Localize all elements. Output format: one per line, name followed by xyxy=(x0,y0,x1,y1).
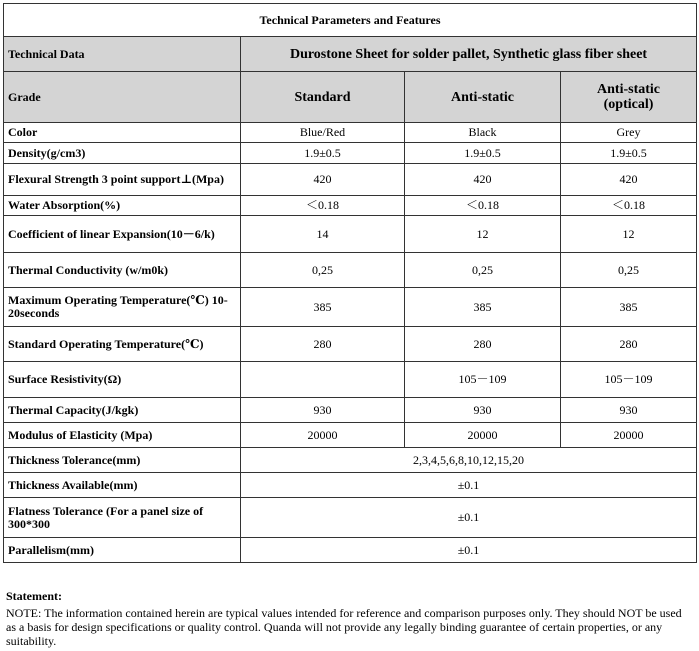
row-value: Black xyxy=(405,123,561,143)
row-value: 280 xyxy=(241,327,405,362)
technical-data-label: Technical Data xyxy=(4,37,241,72)
row-value: 420 xyxy=(405,164,561,196)
row-value: 12 xyxy=(405,216,561,253)
row-value: 385 xyxy=(241,288,405,327)
spec-sheet xyxy=(3,3,696,563)
row-value: Grey xyxy=(561,123,697,143)
row-label: Parallelism(mm) xyxy=(4,538,241,563)
row-label: Thickness Tolerance(mm) xyxy=(4,448,241,473)
merged-value: ±0.1 xyxy=(241,498,697,538)
table-row xyxy=(4,448,697,473)
row-value: 0,25 xyxy=(241,253,405,288)
row-value: 420 xyxy=(241,164,405,196)
row-label: Coefficient of linear Expansion(10－6/k) xyxy=(4,216,241,253)
grade-label: Grade xyxy=(4,72,241,123)
row-label: Maximum Operating Temperature(℃) 10-20seconds xyxy=(4,288,241,327)
table-row xyxy=(4,423,697,448)
table-row xyxy=(4,123,697,143)
row-value: 280 xyxy=(405,327,561,362)
row-label: Water Absorption(%) xyxy=(4,196,241,216)
table-row xyxy=(4,398,697,423)
table-row xyxy=(4,196,697,216)
grade-standard: Standard xyxy=(241,72,405,123)
spec-table xyxy=(3,3,697,563)
row-value: 280 xyxy=(561,327,697,362)
row-value: ＜0.18 xyxy=(405,196,561,216)
row-value: 420 xyxy=(561,164,697,196)
row-value: 20000 xyxy=(561,423,697,448)
table-row xyxy=(4,253,697,288)
row-value xyxy=(241,362,405,398)
row-value: ＜0.18 xyxy=(561,196,697,216)
row-value: 105－109 xyxy=(561,362,697,398)
row-value: 0,25 xyxy=(405,253,561,288)
row-label: Color xyxy=(4,123,241,143)
statement xyxy=(6,589,694,648)
table-row xyxy=(4,143,697,164)
row-label: Flatness Tolerance (For a panel size of 300*300 xyxy=(4,498,241,538)
table-row xyxy=(4,288,697,327)
row-value: 20000 xyxy=(241,423,405,448)
grade-row xyxy=(4,72,697,123)
table-row xyxy=(4,327,697,362)
row-value: 105－109 xyxy=(405,362,561,398)
row-label: Density(g/cm3) xyxy=(4,143,241,164)
row-value: 1.9±0.5 xyxy=(561,143,697,164)
row-label: Thermal Conductivity (w/m0k) xyxy=(4,253,241,288)
row-label: Flexural Strength 3 point support⊥(Mpa) xyxy=(4,164,241,196)
row-label: Thickness Available(mm) xyxy=(4,473,241,498)
merged-value: ±0.1 xyxy=(241,473,697,498)
grade-anti-static-optical: Anti-static (optical) xyxy=(561,72,697,123)
row-label: Surface Resistivity(Ω) xyxy=(4,362,241,398)
row-value: 12 xyxy=(561,216,697,253)
row-label: Thermal Capacity(J/kgk) xyxy=(4,398,241,423)
row-value: 20000 xyxy=(405,423,561,448)
row-value: 1.9±0.5 xyxy=(405,143,561,164)
row-value: 1.9±0.5 xyxy=(241,143,405,164)
row-value: 385 xyxy=(561,288,697,327)
technical-data-row xyxy=(4,37,697,72)
row-value: 385 xyxy=(405,288,561,327)
table-row xyxy=(4,362,697,398)
row-value: 930 xyxy=(405,398,561,423)
row-value: ＜0.18 xyxy=(241,196,405,216)
row-label: Standard Operating Temperature(℃) xyxy=(4,327,241,362)
merged-value: ±0.1 xyxy=(241,538,697,563)
product-name: Durostone Sheet for solder pallet, Synthetic glass fiber sheet xyxy=(241,37,697,72)
statement-text: NOTE: The information contained herein are typical values intended for reference and comparison purposes only. They should NOT be used as a basis for design specifications or quality control. Quanda will not provide any legally binding guarantee of certain properties, or any suitability. xyxy=(6,606,682,648)
table-row xyxy=(4,216,697,253)
table-row xyxy=(4,538,697,563)
grade-anti-static: Anti-static xyxy=(405,72,561,123)
page-title: Technical Parameters and Features xyxy=(4,4,697,37)
table-row xyxy=(4,498,697,538)
row-value: Blue/Red xyxy=(241,123,405,143)
row-value: 930 xyxy=(241,398,405,423)
table-row xyxy=(4,164,697,196)
row-value: 0,25 xyxy=(561,253,697,288)
title-row xyxy=(4,4,697,37)
row-value: 930 xyxy=(561,398,697,423)
row-value: 14 xyxy=(241,216,405,253)
merged-value: 2,3,4,5,6,8,10,12,15,20 xyxy=(241,448,697,473)
row-label: Modulus of Elasticity (Mpa) xyxy=(4,423,241,448)
table-row xyxy=(4,473,697,498)
statement-title: Statement: xyxy=(6,589,62,603)
